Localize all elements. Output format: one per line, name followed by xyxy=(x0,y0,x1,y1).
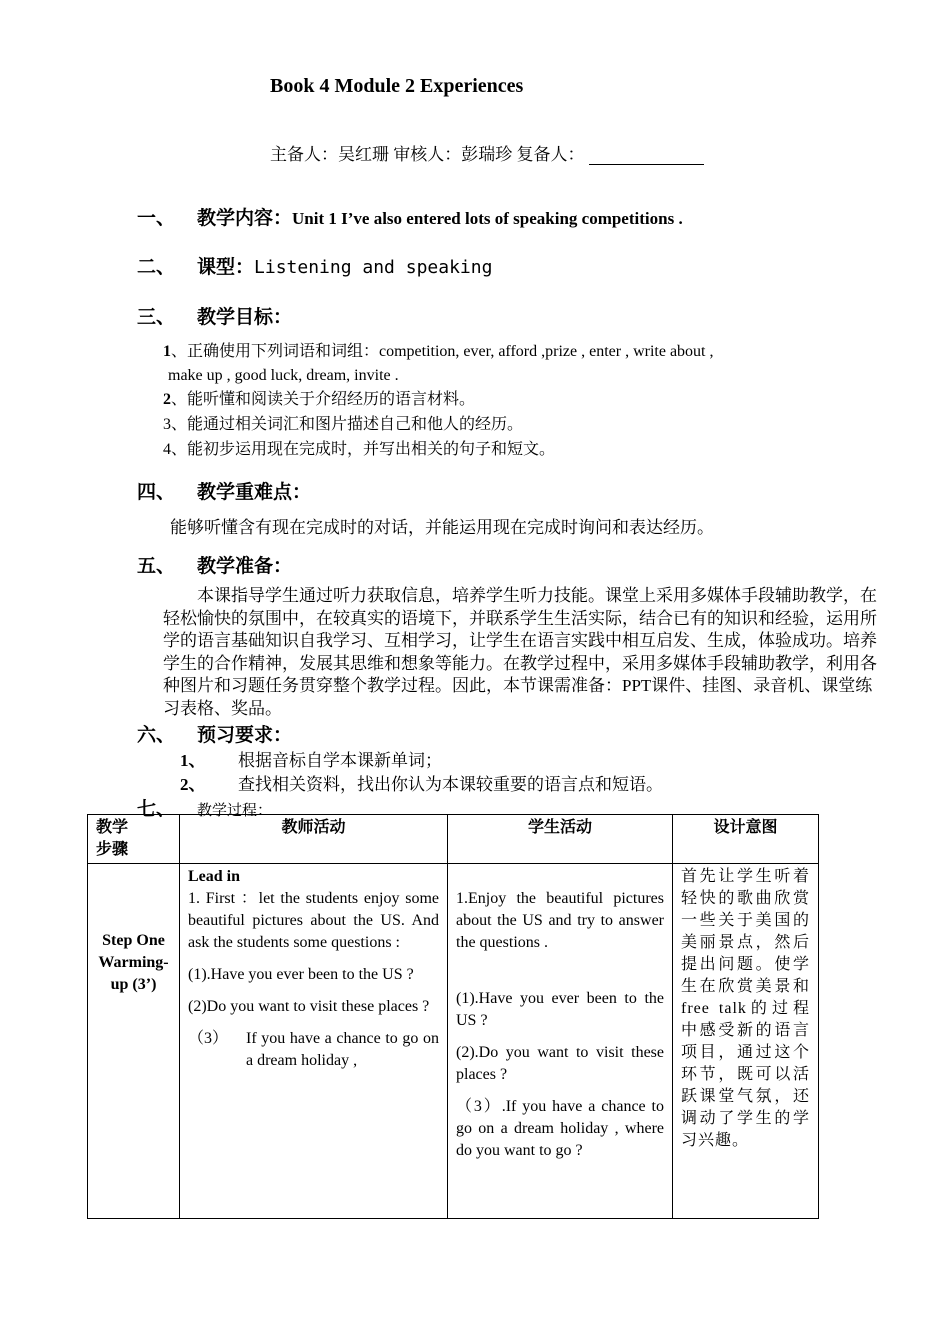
section-number: 一、 xyxy=(137,208,176,229)
objective-item: 4、能初步运用现在完成时，并写出相关的句子和短文。 xyxy=(163,441,556,458)
section-number: 四、 xyxy=(137,482,176,503)
preparers-text: 主备人：吴红珊 审核人：彭瑞珍 复备人： xyxy=(270,145,585,164)
section-content xyxy=(137,203,683,230)
header-step: 教学步骤 xyxy=(88,815,180,864)
lesson-type: Listening and speaking xyxy=(254,257,493,278)
section-number: 二、 xyxy=(137,257,176,278)
section-label: 教学重难点： xyxy=(197,482,312,503)
objective-item: 2、能听懂和阅读关于介绍经历的语言材料。 xyxy=(163,391,476,408)
student-cell: 1.Enjoy the beautiful pictures about the US and try to answer the questions . (1).Have you ever been to the US ? (2).Do you want to visit these places ? （3）.If you have a chance to go on a dream holiday , where do you want to go ? xyxy=(448,864,673,1219)
preparation-paragraph: 本课指导学生通过听力获取信息，培养学生听力技能。课堂上采用多媒体手段辅助教学，在轻松愉快的氛围中，在较真实的语境下，并联系学生生活实际，结合已有的知识和经验，运用所学的语言基础知识自我学习、互相学习，让学生在语言实践中相互启发、生成，体验成功。培养学生的合作精神，发展其思维和想象等能力。在教学过程中，采用多媒体手段辅助教学，利用各种图片和习题任务贯穿整个教学过程。因此，本节课需准备：PPT课件、挂图、录音机、课堂练习表格、奖品。 xyxy=(163,586,877,718)
preview-item: 2、 查找相关资料，找出你认为本课较重要的语言点和短语。 xyxy=(180,775,663,794)
section-preparation xyxy=(137,551,292,578)
lesson-title: Unit 1 I’ve also entered lots of speaking competitions . xyxy=(292,209,683,228)
page-title: Book 4 Module 2 Experiences xyxy=(270,75,524,97)
header-student: 学生活动 xyxy=(448,815,673,864)
section-number: 七、 xyxy=(137,799,176,820)
section-preview xyxy=(137,720,292,747)
process-table xyxy=(87,814,819,1219)
preparers-line xyxy=(270,140,704,165)
step-cell: Step One Warming-up (3’) xyxy=(88,864,180,1219)
table-row xyxy=(88,864,819,1219)
section-label: 教学内容： xyxy=(197,208,293,229)
header-teacher: 教师活动 xyxy=(180,815,448,864)
blank-underline xyxy=(589,148,704,165)
section-type xyxy=(137,252,492,279)
table-header-row xyxy=(88,815,819,864)
section-label: 课型： xyxy=(197,257,255,278)
key-points-text: 能够听懂含有现在完成时的对话，并能运用现在完成时询问和表达经历。 xyxy=(170,518,714,537)
section-label: 教学准备： xyxy=(197,556,293,577)
header-intent: 设计意图 xyxy=(673,815,819,864)
preview-item: 1、 根据音标自学本课新单词； xyxy=(180,751,442,770)
teacher-cell: Lead in 1. First ：let the students enjoy some beautiful pictures about the US. And ask the students some questions : (1).Have you ever been to the US ? (2)Do you want to visit these places ? （3） If you have a chance to go on a dream holiday , xyxy=(180,864,448,1219)
section-objectives xyxy=(137,302,292,329)
section-label: 教学过程： xyxy=(197,803,273,819)
section-label: 预习要求： xyxy=(197,725,293,746)
objective-item: 3、能通过相关词汇和图片描述自己和他人的经历。 xyxy=(163,416,524,433)
objective-item: 1、正确使用下列词语和词组：competition, ever, afford ,prize , enter , write about , xyxy=(163,343,714,360)
section-label: 教学目标： xyxy=(197,307,293,328)
section-number: 六、 xyxy=(137,725,176,746)
section-number: 三、 xyxy=(137,307,176,328)
objective-item: make up , good luck, dream, invite . xyxy=(168,367,399,384)
section-number: 五、 xyxy=(137,556,176,577)
intent-cell: 首先让学生听着轻快的歌曲欣赏一些关于美国的美丽景点，然后提出问题。使学生在欣赏美景和free talk的过程中感受新的语言项目，通过这个环节，既可以活跃课堂气氛，还调动了学生的学习兴趣。 xyxy=(673,864,819,1219)
section-key-points xyxy=(137,477,311,504)
